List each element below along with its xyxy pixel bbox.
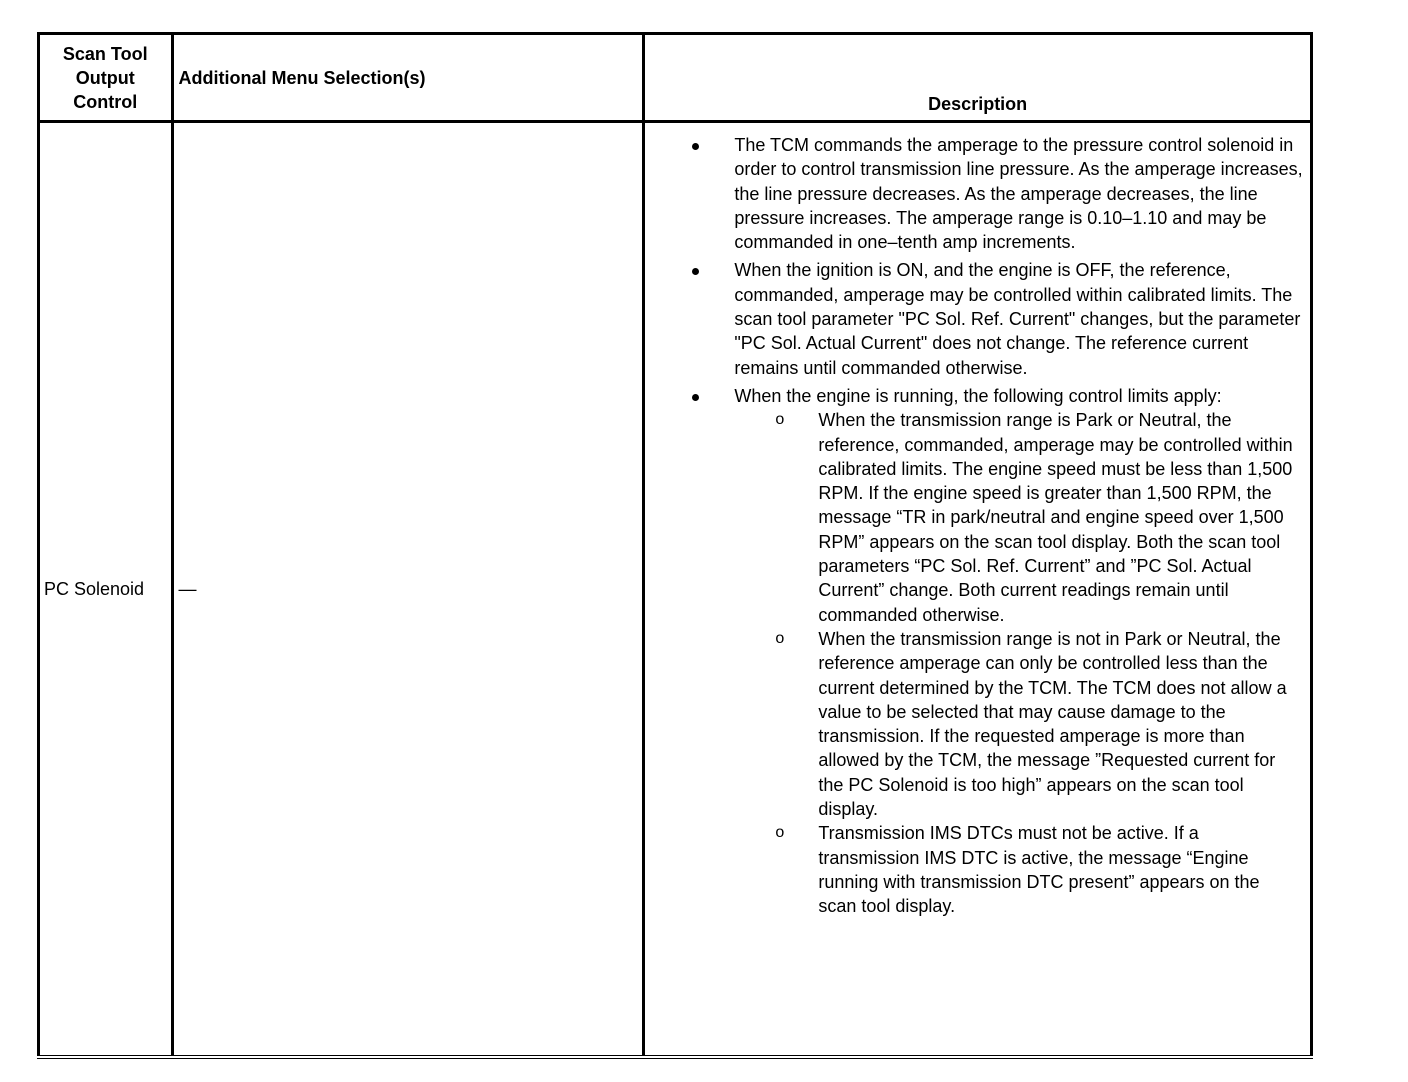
sub-bullet-text: When the transmission range is Park or Neutral, the reference, commanded, amperage may be controlled within calibrated limits. The engine speed must be less than 1,500 RPM. If the engine speed is greater than 1,500 RPM, the message “TR in park/neutral and engine speed over 1,500 RPM” appears on the scan tool display. Both the scan tool parameters “PC Sol. Ref. Current” and ”PC Sol. Actual Current” change. Both current readings remain until commanded otherwise. [818, 410, 1293, 625]
cell-output-control: PC Solenoid [39, 122, 173, 1058]
bullet-dot-icon [692, 268, 699, 275]
header-scan-tool-line2: Output [75, 67, 135, 88]
sub-bullet-1 [729, 408, 1306, 627]
control-limits-sub-list [734, 408, 1306, 918]
sub-bullet-circle-icon: o [775, 629, 785, 647]
description-bullet-1 [645, 133, 1310, 254]
bullet-dot-icon [692, 143, 699, 150]
sub-bullet-3 [729, 821, 1306, 918]
sub-bullet-text: When the transmission range is not in Park or Neutral, the reference amperage can only be controlled less than the current determined by the TCM. The TCM does not allow a value to be selected that may cause damage to the transmission. If the requested amperage is more than allowed by the TCM, the message ”Requested current for the PC Solenoid is too high” appears on the scan tool display. [818, 628, 1287, 820]
bullet-dot-icon [692, 394, 699, 401]
description-bullet-2 [645, 258, 1310, 379]
header-row [39, 34, 1312, 122]
header-scan-tool-output-control [39, 34, 173, 122]
sub-bullet-2 [729, 627, 1306, 821]
sub-bullet-circle-icon: o [775, 411, 785, 429]
bullet-text: When the engine is running, the following control limits apply: [734, 385, 1222, 406]
cell-menu-selection: — [172, 122, 644, 1058]
header-scan-tool-line3: Control [73, 91, 138, 112]
header-additional-menu-selections: Additional Menu Selection(s) [172, 34, 644, 122]
scan-tool-output-control-table [37, 32, 1313, 1059]
header-scan-tool-line1: Scan Tool [62, 43, 148, 64]
description-bullet-3 [645, 384, 1310, 919]
table-row [39, 122, 1312, 1058]
bullet-text: When the ignition is ON, and the engine is OFF, the reference, commanded, amperage may be controlled within calibrated limits. The scan tool parameter "PC Sol. Ref. Current" changes, but the parameter "PC Sol. Actual Current" does not change. The reference current remains until commanded otherwise. [734, 260, 1301, 378]
sub-bullet-text: Transmission IMS DTCs must not be active. If a transmission IMS DTC is active, the message “Engine running with transmission DTC present” appears on the scan tool display. [818, 823, 1260, 917]
cell-description [644, 122, 1312, 1058]
bullet-text: The TCM commands the amperage to the pressure control solenoid in order to control transmission line pressure. As the amperage increases, the line pressure decreases. As the amperage decreases, the line pressure increases. The amperage range is 0.10–1.10 and may be commanded in one–tenth amp increments. [734, 135, 1303, 253]
sub-bullet-circle-icon: o [775, 824, 785, 842]
header-description: Description [644, 34, 1312, 122]
description-bullet-list [645, 133, 1310, 919]
